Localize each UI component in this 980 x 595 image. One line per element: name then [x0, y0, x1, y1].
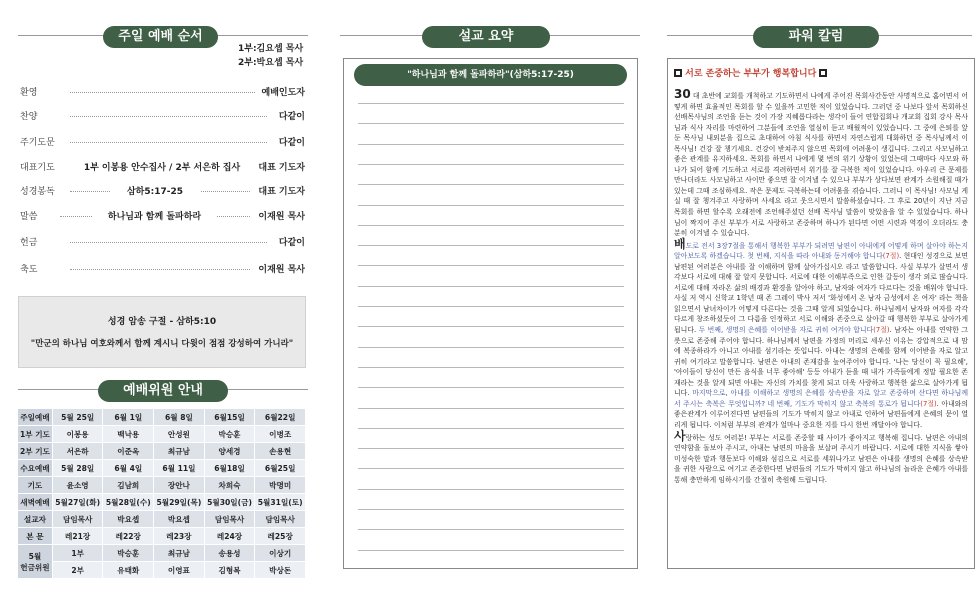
column-body [674, 89, 968, 485]
pastor-service-2: 2부:박요셉 목사 [238, 58, 304, 68]
order-who: 이재원 목사 [255, 209, 305, 225]
committee-cell: 6월 1일 [103, 409, 153, 425]
highlight-text: 마지막으로, 아내를 이해하고 생명의 은혜를 상속받을 자로 알고 존중하며 산다면 하나님께서 주시는 축복은 무엇입니까? 네 번째, 기도가 막히지 않고 축복의 통로가 됩니다 [674, 389, 968, 408]
order-row-benediction [20, 262, 305, 278]
memory-verse-heading: 성경 암송 구절 - 삼하5:10 [107, 317, 217, 327]
committee-cell: 박상돈 [255, 562, 305, 578]
committee-cell: 6월 4일 [103, 460, 153, 476]
order-who: 다같이 [276, 235, 305, 251]
committee-cell: 6월25일 [255, 460, 305, 476]
order-label: 대표기도 [20, 163, 55, 173]
committee-row [18, 409, 305, 425]
committee-cell: 2부 [53, 562, 103, 578]
sermon-title: "하나님과 함께 돌파하라"(삼하5:17-25) [354, 64, 627, 86]
order-row-scripture-reading [20, 184, 305, 200]
order-row-welcome [20, 85, 305, 101]
sermon-summary-header [330, 26, 650, 46]
committee-cell: 송용성 [205, 545, 255, 561]
order-who: 대표 기도자 [255, 184, 305, 200]
committee-cell: 담임목사 [53, 511, 103, 527]
committee-cell: 5월30일(금) [205, 494, 255, 510]
committee-cell: 레21장 [53, 528, 103, 544]
note-line [358, 286, 624, 287]
committee-row [18, 545, 305, 561]
drop-cap: 사 [674, 428, 686, 443]
order-row-sermon [20, 209, 305, 225]
committee-cell: 이영표 [154, 562, 204, 578]
order-row-representative-prayer [20, 160, 305, 176]
note-line [358, 205, 624, 206]
committee-cell: 6월15일 [205, 409, 255, 425]
order-row-praise [20, 109, 305, 125]
verse-ref: (7절) [873, 326, 890, 335]
memory-verse-box [18, 296, 306, 368]
worship-order-column [0, 0, 320, 595]
order-content: 삼하5:17-25 [110, 184, 200, 200]
committee-row [18, 477, 305, 493]
verse-ref: (7절) [920, 399, 937, 408]
committee-cell: 6월18일 [205, 460, 255, 476]
order-label: 환영 [20, 88, 38, 98]
note-line [358, 245, 624, 246]
order-who: 이재원 목사 [255, 262, 305, 278]
committee-cell: 차희숙 [205, 477, 255, 493]
note-line [358, 225, 624, 226]
note-line [358, 103, 624, 104]
order-label: 찬양 [20, 112, 38, 122]
order-label: 말씀 [20, 212, 38, 222]
committee-cell: 김남희 [103, 477, 153, 493]
dotted-leader [70, 269, 250, 270]
order-label: 성경봉독 [20, 187, 55, 197]
order-who: 대표 기도자 [255, 160, 305, 176]
note-line [358, 184, 624, 185]
committee-row-header: 주일예배 [18, 409, 52, 425]
committee-row-header: 본 문 [18, 528, 52, 544]
dotted-leader [70, 242, 267, 243]
dotted-leader [70, 92, 255, 93]
committee-cell: 이봉용 [53, 426, 103, 442]
order-who: 예배인도자 [259, 85, 305, 101]
committee-cell: 김형복 [205, 562, 255, 578]
committee-cell: 손용현 [255, 443, 305, 459]
memory-verse-text: "만군의 하나님 여호와께서 함께 계시니 다윗이 점점 강성하여 가니라" [30, 339, 294, 349]
offering-committee-label: 5월 헌금위원 [18, 545, 52, 578]
power-column-header [660, 26, 980, 46]
committee-header [0, 380, 320, 400]
note-line [358, 347, 624, 348]
committee-cell: 5월 25일 [53, 409, 103, 425]
paragraph-text: . 현대인 성경으로 보면 남편된 여러분은 아내를 잘 이해하며 함께 살아가십시오 라고 말씀합니다. 사실 부부가 살면서 생각보다 서로에 대해 잘 알지 못합니다. 서로에 대한 이해부족으로 인한 갈등이 생각 외로 많습니다. 서로에 대해 자라온 삶의 배경과 환경을 알아야 하고, 남자와 여자가 다르다는 것을 배워야 합니다. 사실 저 역시 신학교 1학년 때 존 그레이 박사 저서 '화성에서 온 남자 금성에서 온 여자' 라는 책을 읽으면서 남녀차이가 어떻게 다른다는 것을 그때 알게 되었습니다. 하나님께서 남자와 여자를 각각 다르게 창조하셨듯이 그 다름을 인정하고 서로 이해와 존중으로 살아갈 때 행복한 부부로 살아가게 됩니다. [674, 252, 968, 335]
committee-cell: 최규남 [154, 443, 204, 459]
order-row-lords-prayer [20, 135, 305, 151]
committee-row-header: 새벽예배 [18, 494, 52, 510]
note-line [358, 468, 624, 469]
committee-cell: 박명미 [255, 477, 305, 493]
column-paragraph-1 [674, 89, 968, 239]
note-line [358, 164, 624, 165]
committee-cell: 서은하 [53, 443, 103, 459]
note-line [358, 367, 624, 368]
committee-row-header: 2부 기도 [18, 443, 52, 459]
committee-row-header: 1부 기도 [18, 426, 52, 442]
committee-row [18, 562, 305, 578]
committee-table [17, 408, 306, 579]
committee-row [18, 511, 305, 527]
sermon-summary-title: 설교 요약 [422, 26, 550, 48]
committee-cell: 윤소영 [53, 477, 103, 493]
committee-cell: 최규남 [154, 545, 204, 561]
pastor-service-1: 1부:김요셉 목사 [238, 44, 304, 54]
committee-cell: 5월28일(수) [103, 494, 153, 510]
committee-cell: 이준옥 [103, 443, 153, 459]
committee-cell: 5월29일(목) [154, 494, 204, 510]
committee-cell: 이병조 [255, 426, 305, 442]
committee-row [18, 443, 305, 459]
column-paragraph-3 [674, 428, 968, 486]
highlight-text: 도로 전서 3장7절을 통해서 행복한 부부가 되려면 남편이 아내에게 어떻게 하며 살아야 하는지 알아보도록 하겠습니다. 첫 번째, 지식을 따라 아내와 동거해야 합니다 [674, 241, 968, 261]
order-content: 하나님과 함께 돌파하라 [92, 209, 217, 225]
paragraph-text: . 남자는 아내를 연약한 그릇으로 존중해 주어야 합니다. 하나님께서 남편을 가정의 머리로 세우신 이유는 강압적으로 내 맘에 복종하라가 아니고 아내를 섬기라는 뜻입니다. 아내는 생명의 은혜를 함께 이어받을 자로 알고 귀히 여기라고 말씀합니다. 남편은 아내의 존재감을 높여주어야 합니다. '나는 당신이 꼭 필요해', '아이들이 당신이 만든 음식을 너무 좋아해' 등등 아내가 듣을 때 내가 가족들에게 정말 필요한 존재라는 것을 알게 되면 아내는 자신의 가치를 찾게 되고 더욱 사랑하고 행복한 삶으로 살아가게 됩니다. [674, 326, 968, 398]
committee-row [18, 528, 305, 544]
column-article [667, 58, 975, 569]
committee-cell: 백낙용 [103, 426, 153, 442]
committee-cell: 6월 11일 [154, 460, 204, 476]
committee-cell: 이상기 [255, 545, 305, 561]
note-line [358, 265, 624, 266]
note-line [358, 529, 624, 530]
order-row-offering [20, 235, 305, 251]
committee-cell: 레22장 [103, 528, 153, 544]
dotted-leader [70, 116, 267, 117]
committee-cell: 6월22일 [255, 409, 305, 425]
dotted-leader [70, 142, 267, 143]
committee-cell: 1부 [53, 545, 103, 561]
committee-row [18, 426, 305, 442]
note-line [358, 509, 624, 510]
committee-cell: 박승훈 [205, 426, 255, 442]
column-headline-text: 서로 존중하는 부부가 행복합니다 [685, 69, 817, 79]
committee-cell: 유태화 [103, 562, 153, 578]
note-line [358, 448, 624, 449]
pastors-list [238, 42, 303, 70]
note-line [358, 550, 624, 551]
paragraph-text: 랑하는 성도 여러분! 부부는 서로를 존중할 때 사이가 좋아지고 행복해 집니다. 남편은 아내의 연약함을 돌보아 주시고, 아내는 남편의 마음을 보살펴 주시기 바랍니다. 서로에 대한 지식을 쌓아 미성숙한 말과 행동보다 이해와 섬김으로 서로를 세워나가고 남편은 아내를 생명의 은혜를 상속받을 귀한 사람으로 여기고 존중한다면 남편들의 기도가 막히지 않고 하나님의 놀라운 은혜가 아내를 통해 충만하게 임하시기를 간절히 축원해 드립니다. [674, 433, 968, 484]
paragraph-text: . 아내와의 좋은관계가 이루어진다면 남편들의 기도가 막히지 않고 아내로 인하여 남편들에게 은혜의 문이 열리게 됩니다. 이처럼 부부의 관계가 얼마나 중요한 지를 다시 한번 깨달아야 합니다. [674, 399, 968, 429]
committee-cell: 박요셉 [103, 511, 153, 527]
committee-cell: 6월 8일 [154, 409, 204, 425]
order-label: 헌금 [20, 238, 38, 248]
order-label: 축도 [20, 265, 38, 275]
note-line [358, 326, 624, 327]
note-line [358, 144, 624, 145]
committee-cell: 레25장 [255, 528, 305, 544]
note-line [358, 408, 624, 409]
committee-title: 예배위원 안내 [98, 380, 228, 402]
committee-row-header: 수요예배 [18, 460, 52, 476]
highlight-text: 두 번째, 생명의 은혜를 이어받을 자로 귀히 여겨야 합니다 [696, 326, 874, 335]
sermon-notes-box [343, 58, 638, 569]
column-paragraph-2 [674, 236, 968, 431]
square-bullet-icon [674, 69, 682, 77]
power-column-title: 파워 칼럼 [753, 26, 879, 48]
note-line [358, 489, 624, 490]
note-line [358, 306, 624, 307]
order-label: 주기도문 [20, 138, 55, 148]
committee-cell: 안성원 [154, 426, 204, 442]
committee-cell: 양세경 [205, 443, 255, 459]
committee-row-header: 기도 [18, 477, 52, 493]
order-who: 다같이 [276, 109, 305, 125]
note-line [358, 428, 624, 429]
note-line [358, 123, 624, 124]
order-content: 1부 이봉용 안수집사 / 2부 서은하 집사 [72, 160, 252, 176]
committee-cell: 레24장 [205, 528, 255, 544]
committee-cell: 장안나 [154, 477, 204, 493]
drop-cap: 배 [674, 236, 686, 251]
power-column [660, 0, 980, 595]
note-line [358, 387, 624, 388]
drop-cap: 30 [674, 87, 691, 101]
committee-cell: 5월27일(화) [53, 494, 103, 510]
column-headline [674, 66, 827, 79]
order-who: 다같이 [276, 135, 305, 151]
committee-cell: 레23장 [154, 528, 204, 544]
committee-cell: 박승훈 [103, 545, 153, 561]
square-bullet-icon [819, 69, 827, 77]
committee-row [18, 460, 305, 476]
committee-row [18, 494, 305, 510]
committee-row-header: 설교자 [18, 511, 52, 527]
committee-cell: 담임목사 [255, 511, 305, 527]
committee-cell: 5월 28일 [53, 460, 103, 476]
committee-cell: 5월31일(토) [255, 494, 305, 510]
sermon-summary-column [330, 0, 650, 595]
committee-cell: 담임목사 [205, 511, 255, 527]
worship-order-title: 주일 예배 순서 [103, 26, 218, 48]
verse-ref: (7절) [882, 252, 900, 261]
paragraph-text: 대 초반에 교회를 개척하고 기도하면서 나에게 주어진 목회사간동안 사명적으로 홈어면서 어떻게 하면 효율적인 목회를 할 수 있을까 고민한 적이 있었습니다. 그러던 중 나보다 앞서 목회하신 선배목사님의 조언을 듣는 것이 가장 지혜롭다라는 생각이 들어 연합집회나 개교회 집회 강사 목사님과 식사 자리를 마련하여 그분들에 조언을 열심히 듣고 배웠적이 있었습니다. 그 중에 은퇴를 앞둔 목사님 내외분을 집으로 초대하여 아침 식사를 하면서 자연스럽게 대화하던 중 목사님께서 이 목사님! 건강 잘 챙기세요. 건강이 받쳐주지 않으면 목회에 어려움이 생깁니다. 그리고 사모님하고 좋은 관계를 유지하세요. 목회를 하면서 나에게 몇 번의 위기 상황이 있었는데 그때마다 사모와 하나가 되어 함께 기도하고 서로를 격려하면서 위기를 잘 극복한 적이 있었습니다. 아우리 큰 문제를 만나더라도 사모님하고 사이만 좋으면 잘 이겨낼 수 있으나 부부가 상다보면 관계가 소원해질 때가 있는데 그때 조심하세요. 작은 문제도 극복하는데 어려움을 겪습니다. 그러니 이 목사님! 사모님 게실 때 잘 챙겨주고 사랑하며 사세요 라고 웃으시면서 말씀하셨습니다. 그 후로 20년이 지난 지금 목회를 하면 할수록 오래전에 조언해주셨던 선배 목사님 말씀이 맞았음을 알 수 있었습니다. 하나님이 짝지어 주신 부부가 서로 사랑하고 존중하며 하나가 된다면 어떤 시련과 역경이 오더라도 충분히 이겨낼 수 있습니다. [674, 92, 968, 238]
committee-cell: 박요셉 [154, 511, 204, 527]
